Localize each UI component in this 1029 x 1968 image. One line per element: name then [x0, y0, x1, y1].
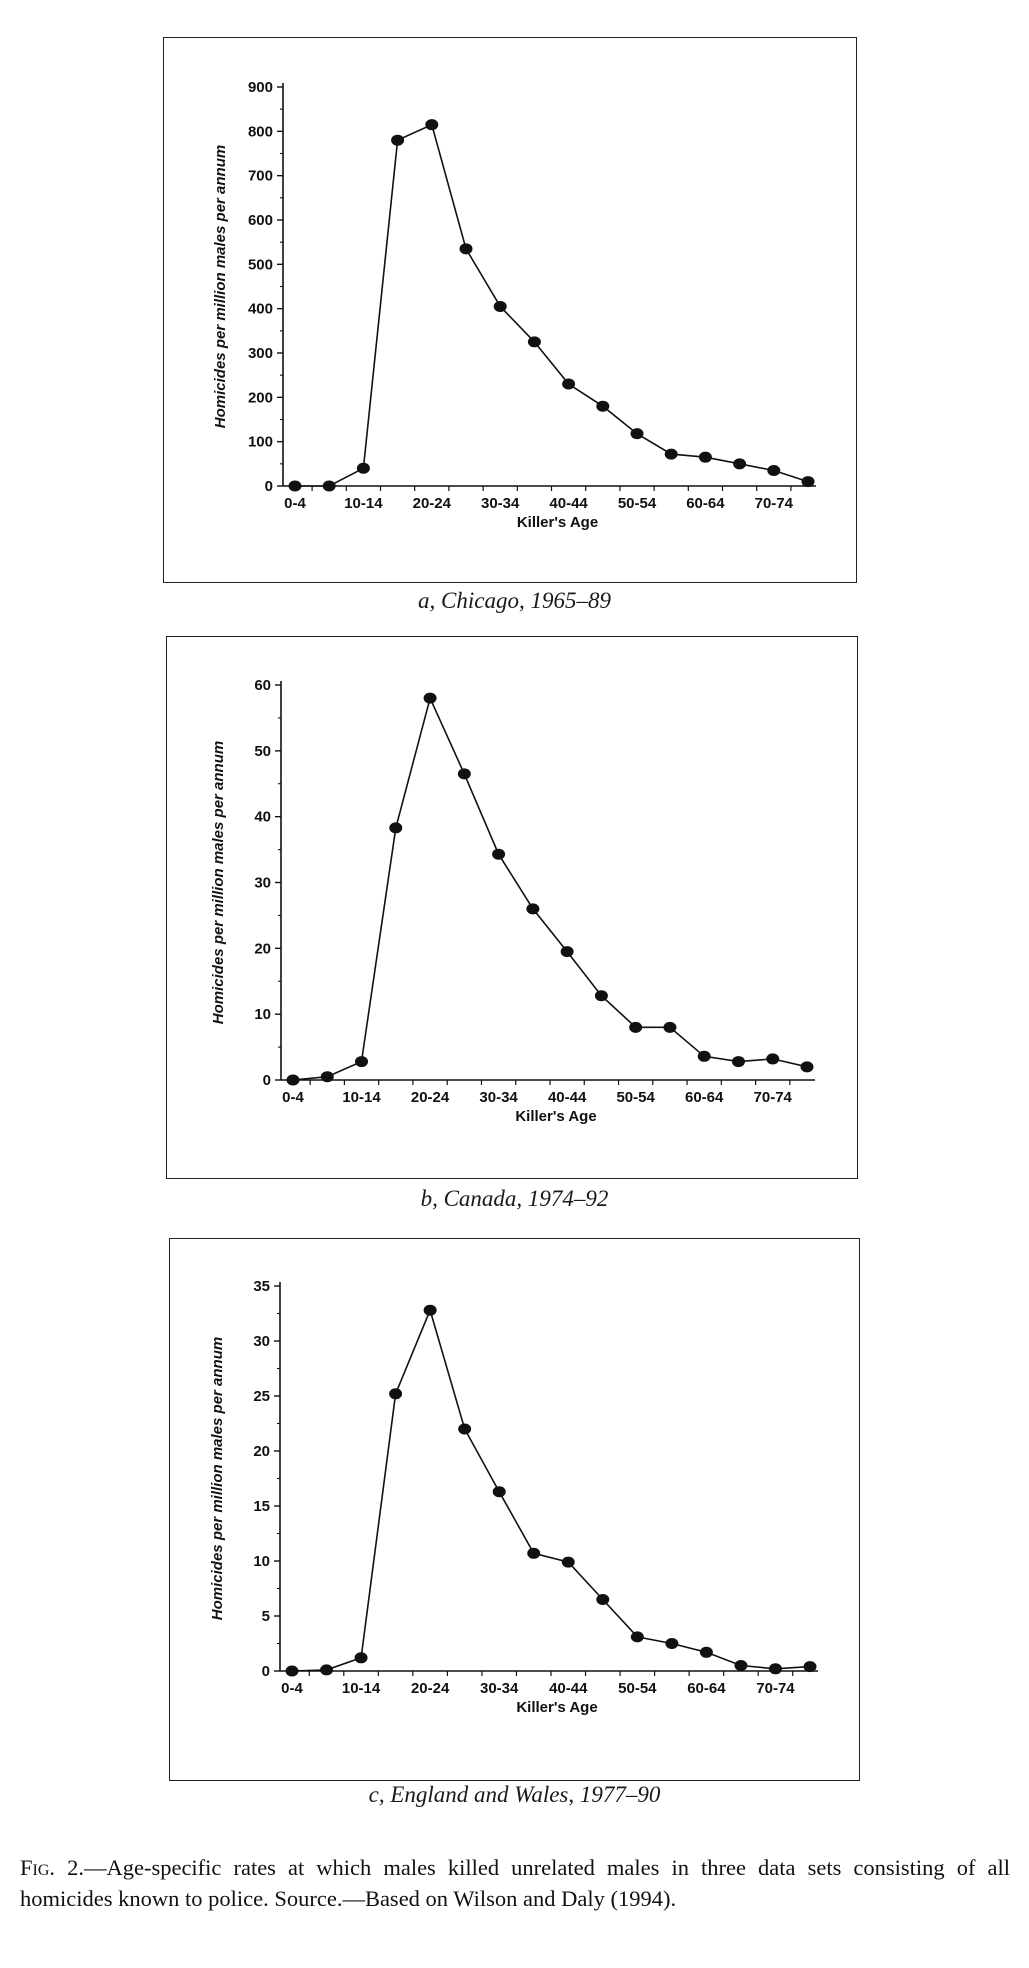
chart-b-ytick-label: 10: [254, 1006, 271, 1024]
chart-a-ytick-label: 300: [247, 345, 273, 362]
chart-a-data-point: [596, 401, 609, 412]
chart-a-series-line: [295, 125, 808, 486]
chart-b-svg: [167, 637, 859, 1180]
chart-b-xtick-label: 70-74: [753, 1089, 792, 1106]
chart-a-ytick-label: 200: [247, 389, 273, 407]
chart-a-caption-letter: a: [418, 588, 430, 613]
chart-b-ylabel: Homicides per million males per annum: [210, 740, 227, 1025]
chart-c-data-point: [804, 1661, 817, 1672]
chart-c-ytick-label: 10: [253, 1553, 270, 1570]
chart-b-ytick-label: 20: [254, 940, 271, 958]
chart-a-ytick-label: 700: [247, 167, 273, 185]
chart-a-ytick-label: 900: [247, 79, 273, 96]
chart-a-ylabel: Homicides per million males per annum: [212, 144, 229, 429]
chart-a-ytick-label: 500: [247, 256, 273, 274]
chart-panel-b: [166, 636, 858, 1179]
chart-b-data-point: [766, 1053, 779, 1064]
chart-c-data-point: [596, 1594, 609, 1605]
chart-c-data-point: [734, 1660, 747, 1671]
chart-b-ytick-label: 50: [254, 742, 271, 760]
chart-c-xtick-label: 50-54: [618, 1680, 657, 1697]
chart-c-data-point: [355, 1652, 368, 1663]
chart-panel-a: [163, 37, 857, 583]
chart-c-xtick-label: 40-44: [549, 1680, 588, 1697]
chart-b-caption: b, Canada, 1974–92: [420, 1186, 609, 1211]
chart-a-ytick-label: 100: [247, 433, 273, 451]
chart-c-ytick-label: 0: [261, 1663, 270, 1680]
chart-b-data-point: [663, 1022, 676, 1033]
chart-c-xtick-label: 0-4: [281, 1680, 303, 1697]
chart-a-data-point: [289, 481, 302, 492]
chart-b-series-line: [293, 698, 807, 1080]
chart-b-ytick-label: 60: [254, 677, 271, 694]
chart-a-data-point: [665, 449, 678, 460]
chart-b-xtick-label: 60-64: [685, 1089, 724, 1106]
chart-c-caption-text: England and Wales, 1977–90: [390, 1782, 661, 1807]
chart-c-data-point: [493, 1486, 506, 1497]
chart-c-data-point: [665, 1638, 678, 1649]
chart-c-ytick-label: 35: [253, 1278, 270, 1295]
chart-b-ytick-label: 0: [262, 1072, 271, 1089]
chart-b-data-point: [698, 1051, 711, 1062]
chart-a-data-point: [631, 428, 644, 439]
chart-b-caption-text: Canada, 1974–92: [443, 1186, 609, 1211]
chart-b-data-point: [561, 946, 574, 957]
chart-b-data-point: [629, 1022, 642, 1033]
chart-a-xtick-label: 60-64: [686, 495, 725, 512]
chart-c-ytick-label: 5: [261, 1608, 270, 1625]
chart-a-xlabel: Killer's Age: [516, 514, 599, 531]
chart-a-xtick-label: 40-44: [549, 495, 588, 512]
chart-c-ytick-label: 25: [253, 1388, 270, 1405]
chart-c-xtick-label: 30-34: [480, 1680, 519, 1697]
chart-c-svg: [170, 1239, 861, 1782]
chart-c-ytick-label: 15: [253, 1498, 270, 1515]
figure-caption: [20, 1852, 1010, 1914]
chart-a-data-point: [528, 336, 541, 347]
chart-c-ytick-label: 20: [253, 1443, 270, 1460]
chart-a-data-point: [494, 301, 507, 312]
chart-a-xtick-label: 10-14: [344, 495, 383, 512]
chart-c-data-point: [286, 1666, 299, 1677]
chart-a-data-point: [802, 476, 815, 487]
chart-a-ytick-label: 400: [247, 300, 273, 318]
chart-c-ylabel: Homicides per million males per annum: [209, 1336, 226, 1621]
chart-a-caption-text: Chicago, 1965–89: [441, 588, 611, 613]
chart-a-data-point: [357, 463, 370, 474]
chart-b-data-point: [355, 1056, 368, 1067]
chart-b-data-point: [424, 693, 437, 704]
chart-b-data-point: [321, 1071, 334, 1082]
chart-c-series-line: [292, 1310, 810, 1671]
chart-b-ytick-label: 40: [254, 808, 271, 826]
chart-a-ytick-label: 0: [264, 478, 273, 495]
chart-panel-c: [169, 1238, 860, 1781]
chart-a-data-point: [733, 458, 746, 469]
chart-b-ytick-label: 30: [254, 874, 271, 892]
chart-c-data-point: [769, 1663, 782, 1674]
chart-b-data-point: [595, 990, 608, 1001]
chart-c-caption-letter: c: [368, 1782, 379, 1807]
chart-c-xtick-label: 60-64: [687, 1680, 726, 1697]
chart-a-xtick-label: 70-74: [754, 495, 793, 512]
chart-a-ytick-label: 600: [247, 212, 273, 229]
chart-a-data-point: [323, 481, 336, 492]
chart-a-data-point: [425, 119, 438, 130]
chart-b-xtick-label: 40-44: [547, 1089, 587, 1106]
chart-a-data-point: [767, 465, 780, 476]
chart-b-caption-letter: b: [420, 1186, 433, 1211]
chart-b-xtick-label: 50-54: [616, 1089, 655, 1106]
chart-b-data-point: [458, 768, 471, 779]
chart-b-xtick-label: 30-34: [479, 1089, 518, 1106]
chart-a-caption: a, Chicago, 1965–89: [418, 588, 611, 613]
chart-b-xlabel: Killer's Age: [515, 1108, 597, 1125]
chart-b-xtick-label: 0-4: [282, 1089, 304, 1106]
chart-c-xtick-label: 70-74: [756, 1680, 795, 1697]
chart-b-data-point: [492, 849, 505, 860]
chart-c-data-point: [700, 1647, 713, 1658]
chart-b-data-point: [801, 1061, 814, 1072]
chart-c-data-point: [562, 1557, 575, 1568]
chart-a-xtick-label: 50-54: [617, 495, 657, 512]
chart-a-xtick-label: 30-34: [481, 495, 520, 512]
chart-b-data-point: [732, 1056, 745, 1067]
chart-a-data-point: [699, 452, 712, 463]
chart-c-data-point: [458, 1424, 471, 1435]
chart-c-data-point: [320, 1664, 333, 1675]
chart-a-ytick-label: 800: [247, 123, 273, 141]
chart-c-ytick-label: 30: [253, 1333, 270, 1350]
chart-a-data-point: [391, 135, 404, 146]
chart-a-xtick-label: 0-4: [284, 495, 306, 512]
chart-b-xtick-label: 10-14: [342, 1089, 381, 1106]
chart-a-xtick-label: 20-24: [412, 495, 451, 512]
figure-caption-label: Fig. 2.: [20, 1855, 84, 1880]
chart-c-data-point: [631, 1631, 644, 1642]
chart-c-xlabel: Killer's Age: [516, 1699, 598, 1716]
figure-caption-text: —Age-specific rates at which males killed unrelated males in three data sets consisting of all homicides known to police. Source.—Based on Wilson and Daly (1994).: [20, 1855, 1010, 1911]
chart-c-caption: c, England and Wales, 1977–90: [368, 1782, 661, 1807]
chart-b-data-point: [389, 822, 402, 833]
chart-c-xtick-label: 10-14: [341, 1680, 381, 1697]
chart-b-data-point: [287, 1075, 300, 1086]
chart-c-data-point: [389, 1388, 402, 1399]
chart-a-data-point: [460, 243, 473, 254]
chart-c-data-point: [424, 1305, 437, 1316]
chart-c-xtick-label: 20-24: [410, 1680, 450, 1697]
chart-b-data-point: [526, 903, 539, 914]
chart-a-data-point: [562, 379, 575, 390]
chart-c-data-point: [527, 1548, 540, 1559]
chart-a-svg: [164, 38, 858, 584]
chart-b-xtick-label: 20-24: [410, 1089, 450, 1106]
